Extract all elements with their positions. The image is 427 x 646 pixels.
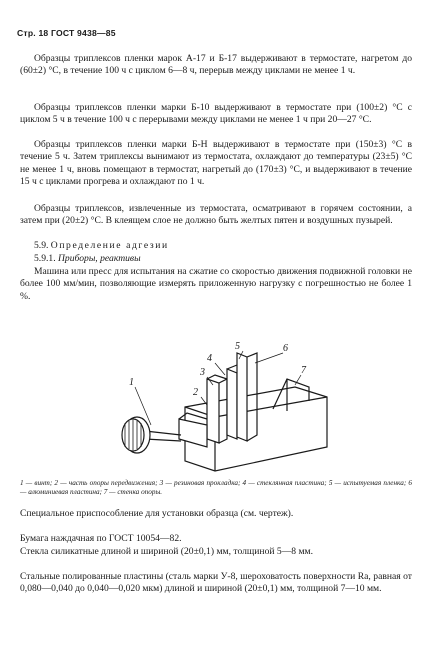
section-number: 5.9.1. — [34, 253, 56, 264]
figure-caption: 1 — винт; 2 — часть опоры передвижения; 3 — резиновая прокладка; 4 — стеклянная пластина; 5 — испытуемая пленка; 6 — алюминиевая пластина; 7 — стенка опоры. — [20, 479, 412, 497]
paragraph-bn — [20, 139, 412, 188]
item-glass — [20, 546, 412, 558]
figure-label-2: 2 — [193, 387, 198, 398]
item-text: Специальное приспособление для установки образца (см. чертеж). — [20, 508, 294, 519]
item-fixture — [20, 508, 412, 520]
section-title: Приборы, реактивы — [58, 253, 141, 264]
section-5-9-1-heading — [34, 253, 141, 265]
item-text: Бумага наждачная по ГОСТ 10054—82. — [20, 533, 182, 544]
item-steel-plates — [20, 571, 412, 596]
paragraph-a17-b17 — [20, 53, 412, 78]
page-header: Стр. 18 ГОСТ 9438—85 — [17, 28, 116, 38]
paragraph-b10 — [20, 102, 412, 127]
section-5-9-heading — [34, 240, 169, 252]
figure-label-5: 5 — [235, 341, 240, 352]
item-sandpaper — [20, 533, 412, 545]
paragraph-text: Образцы триплексов, извлеченные из термостата, осматривают в горячем состоянии, а затем при (20±2) °С. В клеящем слое не должно быть желтых пятен и воздушных пузырей. — [20, 203, 412, 227]
item-text: Стальные полированные пластины (сталь марки У-8, шероховатость поверхности Ra, равная от 0,080—0,040 до 0,040—0,020 мкм) длиной и шириной (20±0,1) мм, толщиной 7—10 мм. — [20, 571, 412, 595]
section-title: Определение адгезии — [50, 240, 169, 251]
paragraph-text: Образцы триплексов пленки марки Б-Н выдерживают в термостате при (150±3) °С в течение 5 ч. Затем триплексы вынимают из термостата, охлаждают до температуры (23±5) °С не менее 1 ч, вновь помещают в термостат, нагретый до (170±3) °С, и выдерживают в течение 15 ч с циклами прогрева и охлаждают по 1 ч. — [20, 139, 412, 187]
section-number: 5.9. — [34, 240, 49, 251]
figure-label-1: 1 — [129, 377, 134, 388]
figure-label-6: 6 — [283, 343, 288, 354]
figure-label-3: 3 — [200, 367, 205, 378]
paragraph-inspection — [20, 203, 412, 228]
figure-label-7: 7 — [301, 365, 306, 376]
paragraph-machine — [20, 266, 412, 303]
figure-label-4: 4 — [207, 353, 212, 364]
paragraph-text: Образцы триплексов пленки марки Б-10 выдерживают в термостате при (100±2) °С с циклом 5 ч в течение 100 ч с перерывами между циклами не менее 1 ч при 20—27 °С. — [20, 102, 412, 126]
item-text: Стекла силикатные длиной и шириной (20±0,1) мм, толщиной 5—8 мм. — [20, 546, 314, 557]
paragraph-text: Образцы триплексов пленки марок А-17 и Б-17 выдерживают в термостате, нагретом до (60±2) °С, в течение 100 ч с циклом 6—8 ч, перерыв между циклами не менее 1 ч. — [20, 53, 412, 77]
paragraph-text: Машина или пресс для испытания на сжатие со скоростью движения подвижной головки не более 100 мм/мин, позволяющие измерять приложенную нагрузку с погрешностью не более 1 %. — [20, 266, 412, 302]
test-fixture-drawing — [95, 339, 335, 479]
